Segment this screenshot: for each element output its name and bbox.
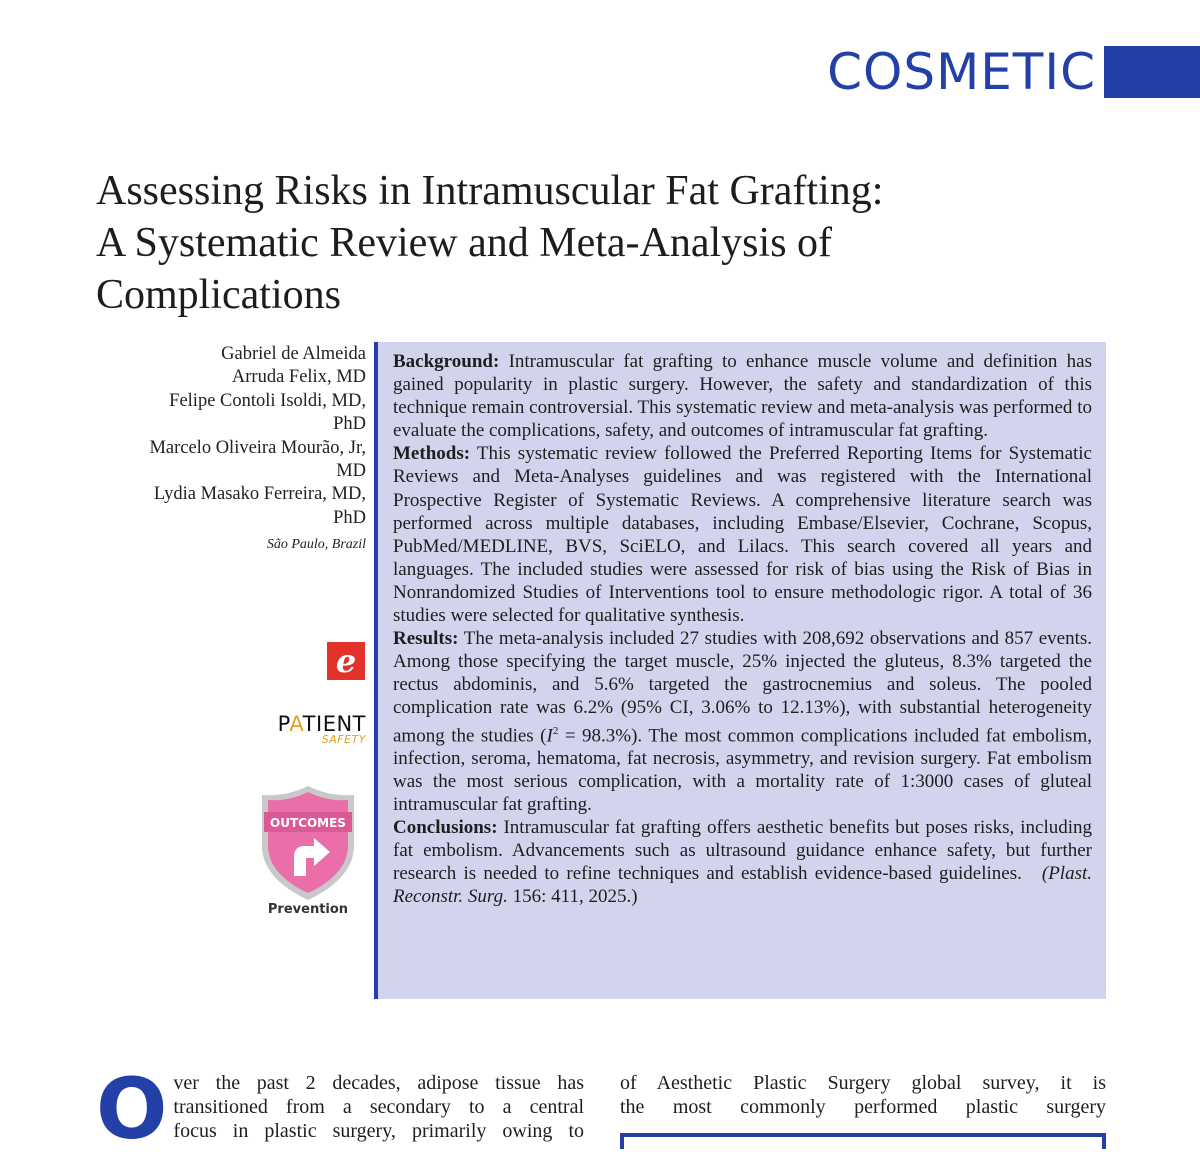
author-line: Arruda Felix, MD [231,367,366,388]
patient-safety-logo [256,712,366,746]
author-list [90,343,366,554]
abstract-background [393,350,1092,442]
author-line: PhD [333,507,366,528]
author-line: MD [336,461,366,482]
patient-word: PATIENT [277,712,366,736]
sidebar-box-border [620,1133,1106,1149]
abstract-results [393,627,1092,816]
title-line: Complications [96,272,341,318]
body-line: of Aesthetic Plastic Surgery global survey, it is [620,1072,1106,1094]
outcomes-badge [258,784,358,924]
author-line: PhD [333,414,366,435]
section-color-bar [1104,46,1200,98]
author-location: São Paulo, Brazil [266,537,366,553]
section-label: COSMETIC [827,43,1096,101]
body-column-2 [620,1071,1106,1119]
title-line: Assessing Risks in Intramuscular Fat Grafting: [96,168,884,214]
results-stat-sup: 2 [552,724,559,737]
author-line: Lydia Masako Ferreira, MD, [153,484,366,505]
abstract-conclusions [393,816,1092,908]
prevention-label: Prevention [267,902,349,917]
conclusions-heading: Conclusions: [393,817,498,839]
outcomes-label: OUTCOMES [270,816,346,830]
body-column-1 [96,1060,584,1158]
results-text: The meta-analysis included 27 studies with 208,692 observations and 857 events. Among those specifying the target muscle, 25% injected the gluteus, 8.3% targeted the rectus abdominis, and 5.6% targeted the gastrocnemius and soleus. The pooled complication rate was 6.2% (95% CI, 3.06% to 12.13%), with substantial heterogeneity among the studies ( [393,628,1092,746]
author-line: Felipe Contoli Isoldi, MD, [169,390,366,411]
author-line: Gabriel de Almeida [221,344,366,364]
author-line: Marcelo Oliveira Mourão, Jr, [149,437,366,458]
methods-heading: Methods: [393,443,471,465]
body-line: the most commonly performed plastic surgery [620,1096,1106,1118]
body-line: focus in plastic surgery, primarily owing to [173,1120,584,1142]
results-stat-symbol: I [546,724,553,746]
conclusions-text: Intramuscular fat grafting offers aesthetic benefits but poses risks, including fat embolism. Advancements such as ultrasound guidance enhance safety, but further research is needed to refine techniques and establish evidence-based guidelines. [393,817,1093,885]
body-line: transitioned from a secondary to a central [173,1096,584,1118]
abstract-methods [393,442,1092,627]
methods-text: This systematic review followed the Preferred Reporting Items for Systematic Reviews and Meta-Analyses guidelines and was registered with the International Prospective Register of Systematic Reviews. A comprehensive literature search was performed across multiple databases, including Embase/Elsevier, Cochrane, Scopus, PubMed/MEDLINE, BVS, SciELO, and Lilacs. This search covered all years and languages. The included studies were assessed for risk of bias using the Risk of Bias in Nonrandomized Studies of Interventions tool to ensure methodologic rigor. A total of 36 studies were selected for qualitative synthesis. [393,443,1092,627]
article-title [96,165,1096,321]
results-text-continued: = 98.3%). The most common complications included fat embolism, infection, seroma, hematoma, fat necrosis, asymmetry, and revision surgery. Fat embolism was the most serious complication, with a mortality rate of 1:3000 cases of gluteal intramuscular fat grafting. [393,724,1092,816]
evideo-icon[interactable] [327,642,365,680]
body-line: ver the past 2 decades, adipose tissue has [173,1072,584,1094]
results-heading: Results: [393,628,459,650]
background-heading: Background: [393,351,500,372]
citation: (Plast. Reconstr. Surg. 156: 411, 2025.) [393,863,1092,908]
safety-word: SAFETY [321,733,366,746]
drop-cap: O [96,1060,168,1158]
abstract-box [374,342,1106,999]
title-line: A Systematic Review and Meta-Analysis of [96,220,833,266]
background-text: Intramuscular fat grafting to enhance muscle volume and definition has gained popularity in plastic surgery. However, the safety and standardization of this technique remain controversial. This systematic review and meta-analysis was performed to evaluate the complications, safety, and outcomes of intramuscular fat grafting. [393,351,1093,442]
section-header [827,44,1200,100]
outcomes-shield-icon [258,784,358,902]
evideo-letter: e [335,642,357,680]
